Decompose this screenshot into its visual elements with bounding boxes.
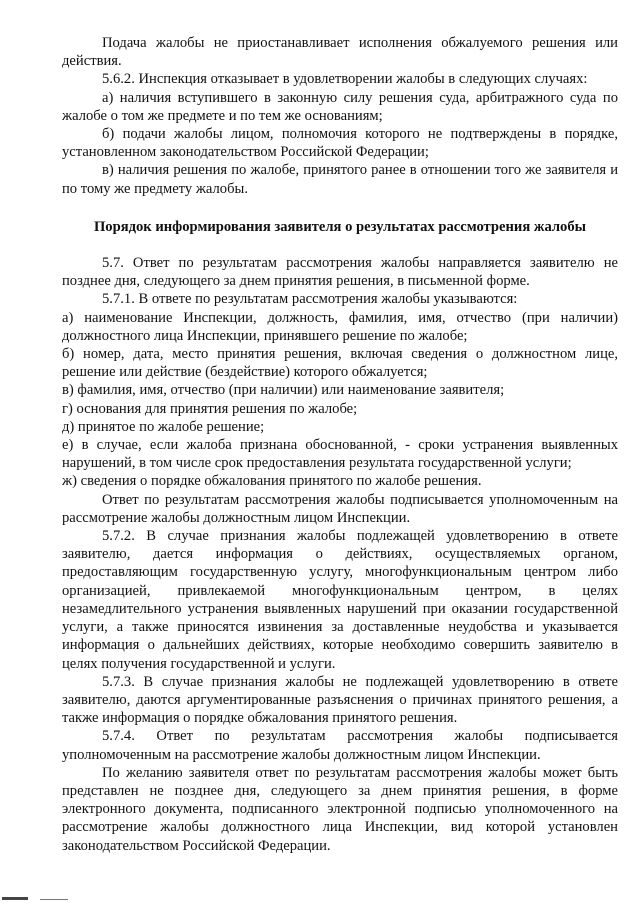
list-item-e-remedy-terms: е) в случае, если жалоба признана обоснованной, - сроки устранения выявленных нарушений, в том числе срок предоставления результата государственной услуги;: [62, 437, 618, 472]
list-item-v-applicant-name: в) фамилия, имя, отчество (при наличии) или наименование заявителя;: [62, 382, 505, 399]
paragraph-5-7: 5.7. Ответ по результатам рассмотрения жалобы направляется заявителю не позднее дня, следующего за днем принятия решения, в письменной форме.: [62, 255, 618, 290]
paragraph-5-7-3: 5.7.3. В случае признания жалобы не подлежащей удовлетворению в ответе заявителю, даются аргументированные разъяснения о причинах принятого решения, а также информация о порядке обжалования принятого решения.: [62, 673, 618, 727]
list-item-g-grounds: г) основания для принятия решения по жалобе;: [62, 400, 358, 417]
list-item-zh-appeal-procedure: ж) сведения о порядке обжалования принятого по жалобе решения.: [62, 473, 482, 490]
paragraph-5-7-2: 5.7.2. В случае признания жалобы подлежащей удовлетворению в ответе заявителю, дается информация о действиях, осуществляемых органом, предоставляющим государственную услугу, многофункциональным центром либо организацией, привлекаемой многофункциональным центром, в целях незамедлительного устранения выявленных нарушений при оказании государственной услуги, а также приносятся извинения за доставленные неудобства и указывается информация о дальнейших действиях, которые необходимо совершить заявителю в целях получения государственной и услуги.: [62, 528, 618, 672]
list-item-b-decision-number: б) номер, дата, место принятия решения, включая сведения о должностном лице, решение или действие (бездействие) которого обжалуется;: [62, 346, 618, 381]
scan-artifact-mark: [2, 897, 28, 900]
section-heading: Порядок информирования заявителя о результатах рассмотрения жалобы: [93, 218, 587, 235]
list-item-v-previous-decision: в) наличия решения по жалобе, принятого ранее в отношении того же заявителя и по тому же предмету жалобы.: [62, 162, 618, 197]
paragraph-5-7-4: 5.7.4. Ответ по результатам рассмотрения жалобы подписывается уполномоченным на рассмотрение жалобы должностным лицом Инспекции.: [62, 728, 618, 763]
paragraph-5-6-2: 5.6.2. Инспекция отказывает в удовлетворении жалобы в следующих случаях:: [102, 71, 588, 88]
document-page: [62, 34, 618, 855]
paragraph-5-7-1: 5.7.1. В ответе по результатам рассмотрения жалобы указываются:: [102, 291, 518, 308]
paragraph-no-suspension: Подача жалобы не приостанавливает исполнения обжалуемого решения или действия.: [62, 35, 618, 70]
list-item-a-inspection-name: а) наименование Инспекции, должность, фамилия, имя, отчество (при наличии) должностного лица Инспекции, принявшего решение по жалобе;: [62, 309, 618, 344]
list-item-b-unconfirmed-authority: б) подачи жалобы лицом, полномочия которого не подтверждены в порядке, установленном законодательством Российской Федерации;: [62, 126, 618, 161]
paragraph-electronic-answer: По желанию заявителя ответ по результатам рассмотрения жалобы может быть представлен не позднее дня, следующего за днем принятия решения, в форме электронного документа, подписанного электронной подписью уполномоченного на рассмотрение жалобы должностного лица Инспекции, вид которой установлен законодательством Российской Федерации.: [62, 764, 618, 854]
scan-artifact-line: [40, 899, 68, 900]
list-item-d-decision: д) принятое по жалобе решение;: [62, 418, 265, 435]
paragraph-answer-signed: Ответ по результатам рассмотрения жалобы подписывается уполномоченным на рассмотрение жалобы должностным лицом Инспекции.: [62, 491, 618, 526]
list-item-a-court-decision: а) наличия вступившего в законную силу решения суда, арбитражного суда по жалобе о том же предмете и по тем же основаниям;: [62, 89, 618, 124]
